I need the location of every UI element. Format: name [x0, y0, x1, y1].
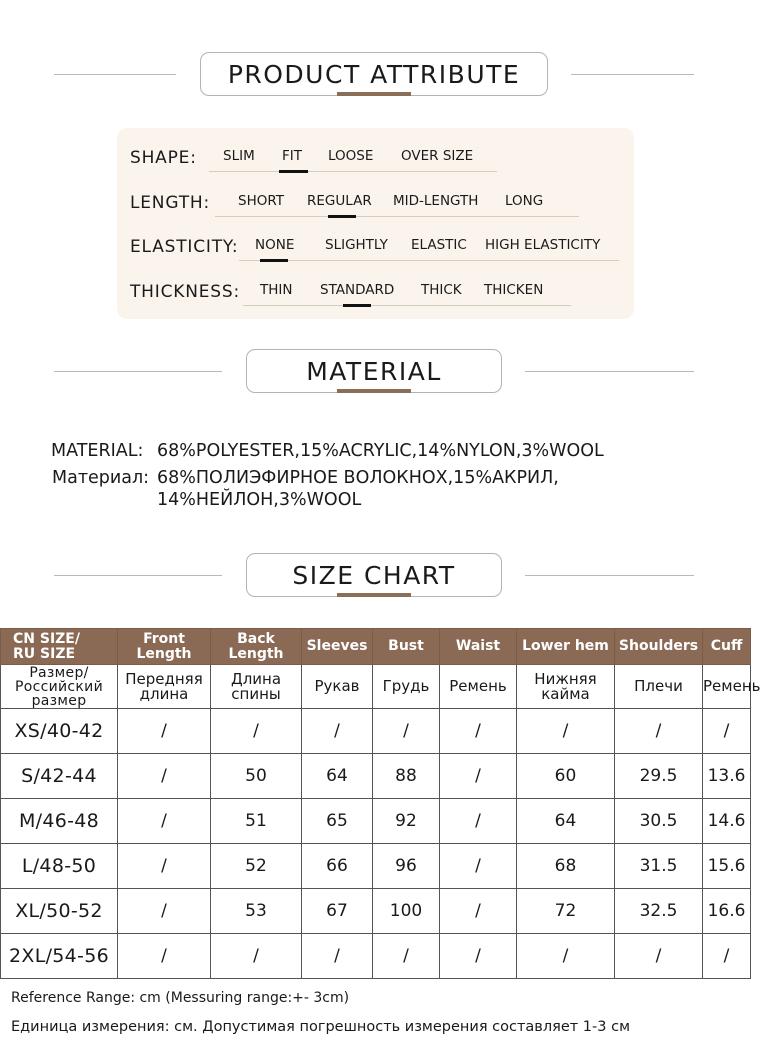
header-waist: Waist [440, 629, 517, 665]
value-cell: / [118, 844, 211, 889]
ru-header-row [1, 665, 751, 709]
value-cell: / [211, 934, 302, 979]
ru-column-header: Нижняя кайма [517, 665, 615, 709]
ru-size-header: Размер/ Российский размер [1, 665, 118, 709]
attribute-label: LENGTH: [130, 193, 210, 213]
table-row [1, 934, 751, 979]
attribute-underline [215, 216, 579, 217]
value-cell: 96 [373, 844, 440, 889]
value-cell: / [440, 799, 517, 844]
header-cuff: Cuff [703, 629, 751, 665]
attribute-option: MID-LENGTH [393, 193, 479, 209]
value-cell: / [211, 709, 302, 754]
value-cell: 68 [517, 844, 615, 889]
value-cell: / [615, 709, 703, 754]
attribute-label: ELASTICITY: [130, 237, 239, 257]
material-header [0, 349, 750, 399]
size-cell: 2XL/54-56 [1, 934, 118, 979]
ru-column-header: Грудь [373, 665, 440, 709]
value-cell: 65 [302, 799, 373, 844]
value-cell: 14.6 [703, 799, 751, 844]
attribute-option: HIGH ELASTICITY [485, 237, 601, 253]
material-label-en: MATERIAL: [51, 441, 144, 461]
value-cell: / [118, 799, 211, 844]
value-cell: / [440, 934, 517, 979]
value-cell: / [118, 934, 211, 979]
value-cell: 53 [211, 889, 302, 934]
value-cell: / [517, 709, 615, 754]
attribute-option-selected: STANDARD [320, 282, 395, 298]
value-cell: 13.6 [703, 754, 751, 799]
value-cell: 92 [373, 799, 440, 844]
attribute-option: THIN [260, 282, 293, 298]
value-cell: 32.5 [615, 889, 703, 934]
attribute-option: SLIGHTLY [325, 237, 388, 253]
attribute-label: THICKNESS: [130, 282, 240, 302]
material-value-en: 68%POLYESTER,15%ACRYLIC,14%NYLON,3%WOOL [157, 441, 604, 461]
table-row [1, 754, 751, 799]
value-cell: / [703, 709, 751, 754]
value-cell: 29.5 [615, 754, 703, 799]
header-shoulders: Shoulders [615, 629, 703, 665]
selected-marker [328, 215, 356, 218]
value-cell: 64 [302, 754, 373, 799]
material-value-ru: 68%ПОЛИЭФИРНОЕ ВОЛОКНОХ,15%АКРИЛ, [157, 468, 559, 488]
attribute-option: THICK [421, 282, 462, 298]
ru-column-header: Ремень [703, 665, 751, 709]
header-sleeves: Sleeves [302, 629, 373, 665]
header-divider-left [54, 575, 222, 576]
value-cell: 50 [211, 754, 302, 799]
value-cell: / [118, 889, 211, 934]
section-title-attribute: PRODUCT ATTRIBUTE [227, 59, 521, 89]
value-cell: 67 [302, 889, 373, 934]
attribute-option-selected: FIT [282, 148, 302, 164]
value-cell: 15.6 [703, 844, 751, 889]
material-label-ru: Материал: [52, 468, 150, 488]
attribute-row-length [117, 188, 634, 218]
section-title-size-chart: SIZE CHART [292, 560, 456, 590]
header-accent-bar [337, 389, 411, 393]
selected-marker [260, 259, 288, 262]
value-cell: / [440, 889, 517, 934]
ru-column-header: Рукав [302, 665, 373, 709]
attribute-option-selected: REGULAR [307, 193, 372, 209]
value-cell: 30.5 [615, 799, 703, 844]
selected-marker [343, 304, 371, 307]
value-cell: 64 [517, 799, 615, 844]
attribute-option: ELASTIC [411, 237, 467, 253]
attribute-panel [117, 128, 634, 319]
header-lower-hem: Lower hem [517, 629, 615, 665]
ru-column-header: Длина спины [211, 665, 302, 709]
header-divider-right [571, 74, 694, 75]
note-reference-range: Reference Range: cm (Messuring range:+- 3cm) [11, 990, 350, 1006]
attribute-option: THICKEN [484, 282, 544, 298]
header-cn-ru-size: CN SIZE/ RU SIZE [1, 629, 118, 665]
attribute-option: LONG [505, 193, 544, 209]
value-cell: / [302, 934, 373, 979]
header-box [246, 553, 502, 597]
section-title-material: MATERIAL [306, 356, 442, 386]
size-chart-table [0, 628, 760, 979]
attribute-row-elasticity [117, 232, 634, 262]
size-cell: L/48-50 [1, 844, 118, 889]
size-chart-header [0, 553, 750, 603]
value-cell: 72 [517, 889, 615, 934]
attribute-option-selected: NONE [255, 237, 295, 253]
value-cell: / [373, 709, 440, 754]
attribute-option: SLIM [223, 148, 255, 164]
attribute-label: SHAPE: [130, 148, 197, 168]
value-cell: 60 [517, 754, 615, 799]
value-cell: / [703, 934, 751, 979]
ru-column-header: Передняя длина [118, 665, 211, 709]
value-cell: / [615, 934, 703, 979]
value-cell: / [373, 934, 440, 979]
value-cell: 66 [302, 844, 373, 889]
value-cell: / [440, 754, 517, 799]
attribute-option: OVER SIZE [401, 148, 474, 164]
header-divider-left [54, 371, 222, 372]
header-front-length: Front Length [118, 629, 211, 665]
value-cell: / [440, 709, 517, 754]
header-box [246, 349, 502, 393]
header-divider-right [525, 371, 694, 372]
attribute-underline [239, 260, 619, 261]
attribute-option: SHORT [238, 193, 284, 209]
attribute-row-thickness [117, 277, 634, 307]
size-cell: S/42-44 [1, 754, 118, 799]
table-row [1, 799, 751, 844]
attribute-underline [209, 171, 497, 172]
header-bust: Bust [373, 629, 440, 665]
header-box [200, 52, 548, 96]
header-accent-bar [337, 92, 411, 96]
size-cell: XS/40-42 [1, 709, 118, 754]
value-cell: / [118, 709, 211, 754]
product-attribute-header [0, 52, 750, 102]
table-row [1, 889, 751, 934]
header-divider-left [54, 74, 176, 75]
value-cell: / [118, 754, 211, 799]
value-cell: 52 [211, 844, 302, 889]
header-accent-bar [337, 593, 411, 597]
value-cell: 31.5 [615, 844, 703, 889]
material-value-ru-cont: 14%НЕЙЛОН,3%WOOL [157, 490, 362, 510]
ru-column-header: Плечи [615, 665, 703, 709]
table-row [1, 709, 751, 754]
value-cell: / [517, 934, 615, 979]
value-cell: 100 [373, 889, 440, 934]
note-measurement-ru: Единица измерения: см. Допустимая погрешность измерения составляет 1-3 см [11, 1019, 631, 1035]
attribute-option: LOOSE [328, 148, 374, 164]
size-cell: XL/50-52 [1, 889, 118, 934]
header-back-length: Back Length [211, 629, 302, 665]
attribute-row-shape [117, 143, 634, 173]
value-cell: / [302, 709, 373, 754]
value-cell: 51 [211, 799, 302, 844]
selected-marker [279, 170, 308, 173]
size-cell: M/46-48 [1, 799, 118, 844]
value-cell: 16.6 [703, 889, 751, 934]
value-cell: / [440, 844, 517, 889]
attribute-underline [243, 305, 571, 306]
value-cell: 88 [373, 754, 440, 799]
header-divider-right [525, 575, 694, 576]
ru-column-header: Ремень [440, 665, 517, 709]
table-row [1, 844, 751, 889]
